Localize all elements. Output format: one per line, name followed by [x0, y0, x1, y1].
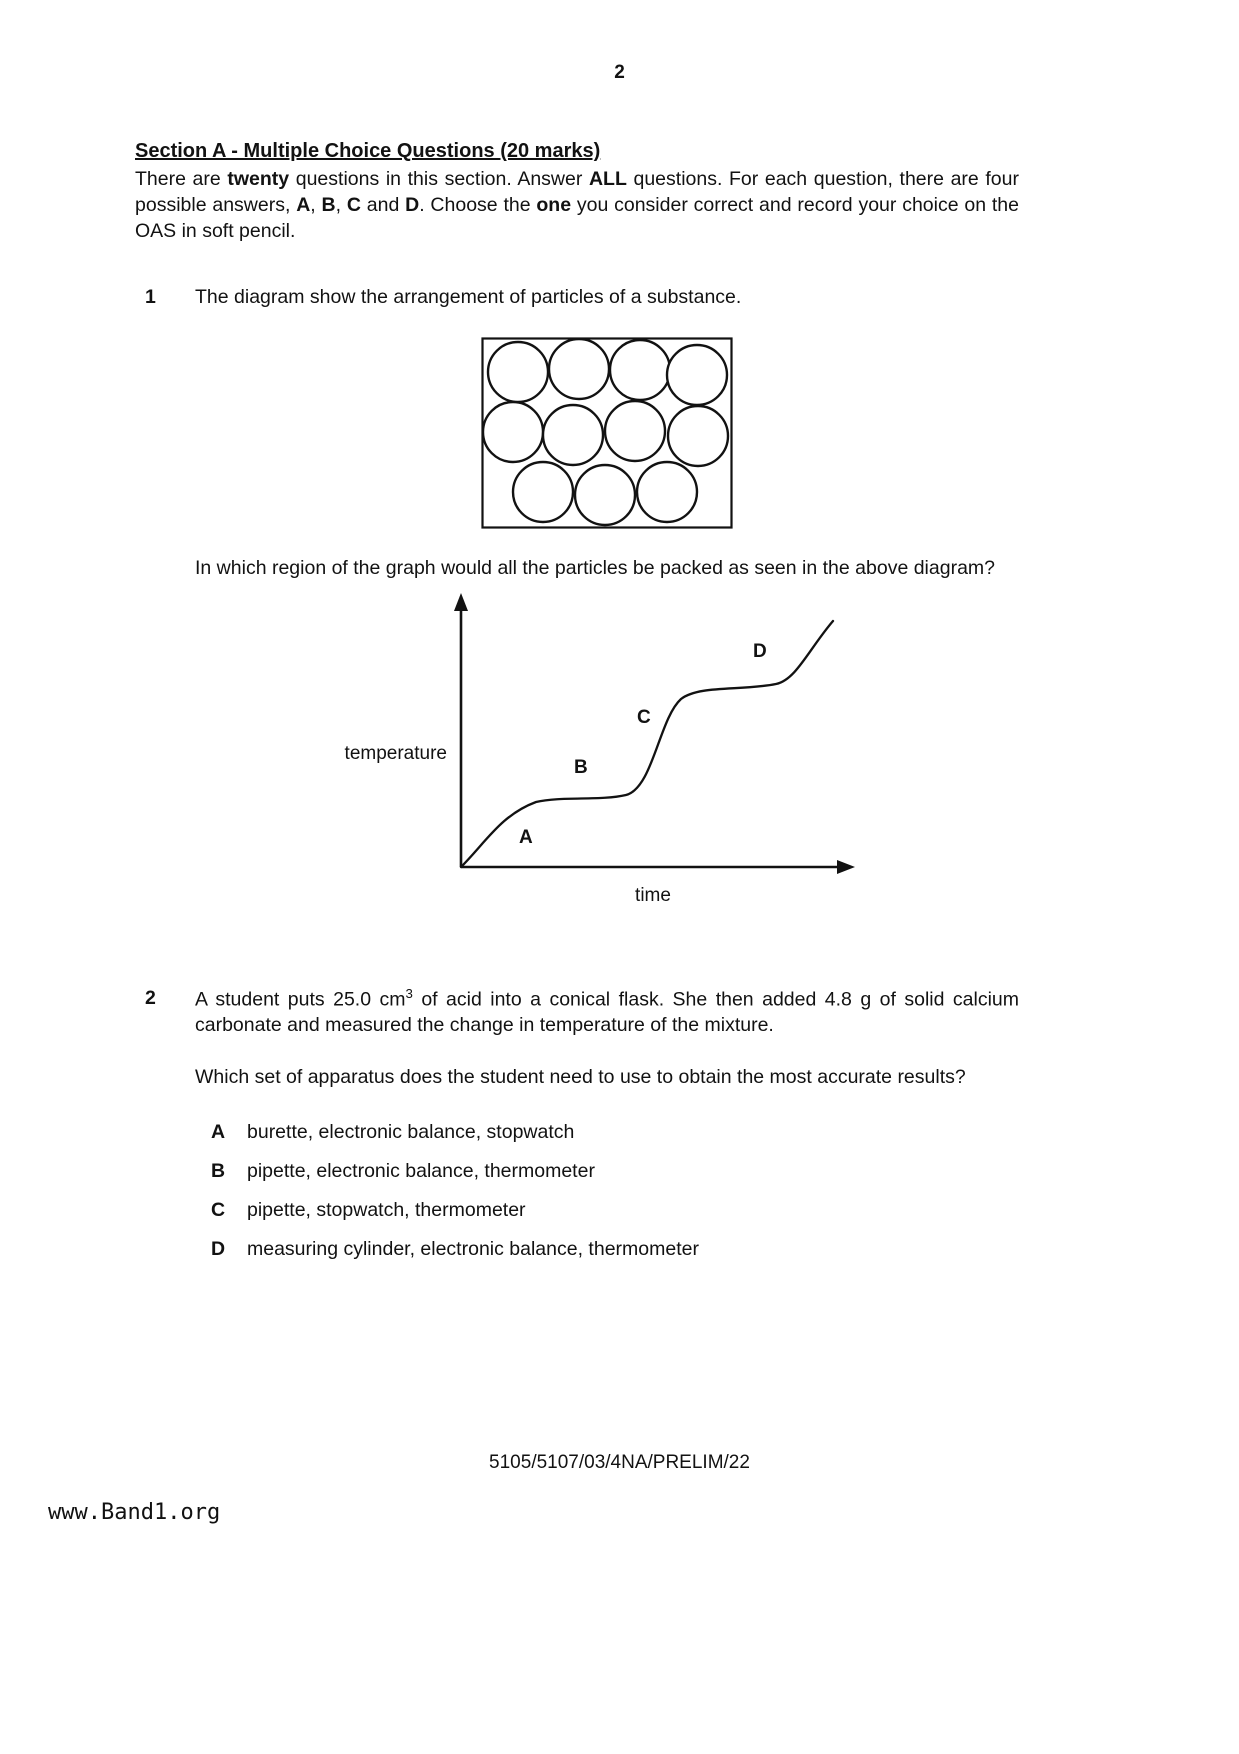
option-a: [195, 1119, 1019, 1145]
curve-label-d: D: [753, 640, 767, 662]
x-axis-label: time: [635, 884, 671, 906]
question-2-body: [195, 985, 1019, 1275]
question-1: [135, 284, 1019, 912]
question-1-text: The diagram show the arrangement of particles of a substance.: [195, 286, 742, 309]
page-number: 2: [614, 62, 625, 83]
option-c: [195, 1197, 1019, 1223]
option-a-letter: A: [211, 1120, 226, 1143]
option-d-text: measuring cylinder, electronic balance, thermometer: [247, 1237, 699, 1260]
heating-curve-svg: [281, 587, 863, 913]
question-2-text: A student puts 25.0 $cm^3$ of acid into a conical flask. She then added 4.8 g of solid calcium carbonate and measured the change in temperature of the mixture.: [195, 985, 1019, 1037]
heating-curve-graph: [281, 587, 863, 913]
option-d: [195, 1236, 1019, 1262]
option-a-text: burette, electronic balance, stopwatch: [247, 1120, 575, 1143]
question-1-body: [195, 284, 1019, 912]
question-2: [135, 985, 1019, 1275]
section-heading: Section A - Multiple Choice Questions (20 marks): [135, 140, 601, 162]
section-intro: There are twenty questions in this section. Answer ALL questions. For each question, there are four possible answers, A, B, C and D. Choose the one you consider correct and record your choice on the OAS in soft pencil.: [135, 168, 1019, 243]
option-b-text: pipette, electronic balance, thermometer: [247, 1159, 595, 1182]
option-b: [195, 1158, 1019, 1184]
page-content: [135, 140, 1019, 1275]
particle-diagram-svg: [481, 337, 733, 529]
option-b-letter: B: [211, 1159, 226, 1182]
x-axis-arrow: [837, 860, 855, 874]
y-axis-label: temperature: [344, 742, 447, 764]
particle-diagram: [481, 337, 733, 529]
heating-curve-path: [461, 621, 833, 867]
option-c-text: pipette, stopwatch, thermometer: [247, 1198, 526, 1221]
question-1-followup: In which region of the graph would all the particles be packed as seen in the above diagram?: [195, 556, 996, 579]
option-c-letter: C: [211, 1198, 226, 1221]
question-2-options: [195, 1119, 1019, 1263]
particle-circles: [483, 339, 728, 525]
curve-label-c: C: [637, 706, 651, 728]
curve-label-b: B: [574, 756, 588, 778]
question-2-prompt: Which set of apparatus does the student need to use to obtain the most accurate results?: [195, 1066, 966, 1089]
question-2-number: 2: [145, 986, 156, 1009]
y-axis-arrow: [454, 593, 468, 611]
question-1-number: 1: [145, 286, 156, 309]
option-d-letter: D: [211, 1237, 226, 1260]
paper-code: 5105/5107/03/4NA/PRELIM/22: [489, 1452, 750, 1473]
curve-label-a: A: [519, 826, 533, 848]
site-watermark: www.Band1.org: [48, 1500, 221, 1525]
